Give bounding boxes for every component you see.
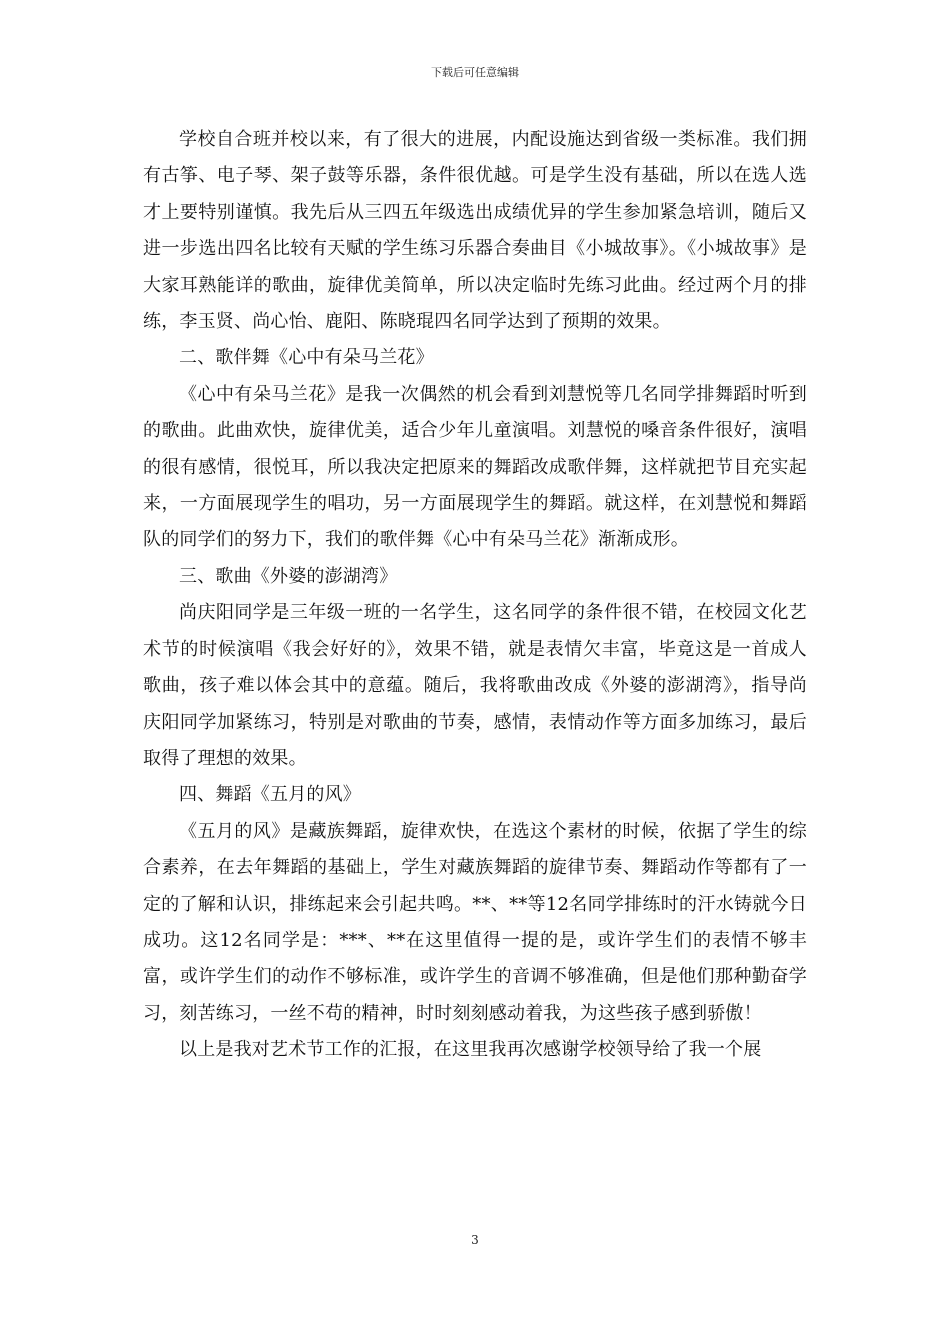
paragraph-section-3: 尚庆阳同学是三年级一班的一名学生，这名同学的条件很不错，在校园文化艺术节的时候演唱《我会好好的》，效果不错，就是表情欠丰富，毕竟这是一首成人歌曲，孩子难以体会其中的意蕴。随后，我将歌曲改成《外婆的澎湖湾》，指导尚庆阳同学加紧练习，特别是对歌曲的节奏，感情，表情动作等方面多加练习，最后取得了理想的效果。 — [143, 602, 807, 769]
paragraph-intro: 学校自合班并校以来，有了很大的进展，内配设施达到省级一类标准。我们拥有古筝、电子琴、架子鼓等乐器，条件很优越。可是学生没有基础，所以在选人选才上要特别谨慎。我先后从三四五年级选出成绩优异的学生参加紧急培训，随后又进一步选出四名比较有天赋的学生练习乐器合奏曲目《小城故事》。《小城故事》是大家耳熟能详的歌曲，旋律优美简单，所以决定临时先练习此曲。经过两个月的排练，李玉贤、尚心怡、鹿阳、陈晓琨四名同学达到了预期的效果。 — [143, 129, 807, 333]
page-number: 3 — [471, 1233, 479, 1247]
paragraph-section-2: 《心中有朵马兰花》是我一次偶然的机会看到刘慧悦等几名同学排舞蹈时听到的歌曲。此曲欢快，旋律优美，适合少年儿童演唱。刘慧悦的嗓音条件很好，演唱的很有感情，很悦耳，所以我决定把原来的舞蹈改成歌伴舞，这样就把节目充实起来，一方面展现学生的唱功，另一方面展现学生的舞蹈。就这样，在刘慧悦和舞蹈队的同学们的努力下，我们的歌伴舞《心中有朵马兰花》渐渐成形。 — [143, 383, 807, 551]
section-heading-3: 三、歌曲《外婆的澎湖湾》 — [179, 565, 398, 587]
section-heading-2: 二、歌伴舞《心中有朵马兰花》 — [179, 347, 434, 369]
page-header: 下载后可任意编辑 — [431, 66, 519, 79]
paragraph-section-4: 《五月的风》是藏族舞蹈，旋律欢快，在选这个素材的时候，依据了学生的综合素养，在去年舞蹈的基础上，学生对藏族舞蹈的旋律节奏、舞蹈动作等都有了一定的了解和认识，排练起来会引起共鸣。**、**等12名同学排练时的汗水铸就今日成功。这12名同学是：***、**在这里值得一提的是，或许学生们的表情不够丰富，或许学生们的动作不够标准，或许学生的音调不够准确，但是他们那种勤奋学习，刻苦练习，一丝不苟的精神，时时刻刻感动着我，为这些孩子感到骄傲！ — [143, 820, 807, 1024]
paragraph-closing: 以上是我对艺术节工作的汇报，在这里我再次感谢学校领导给了我一个展 — [179, 1039, 762, 1061]
document-body — [143, 122, 807, 1069]
section-heading-4: 四、舞蹈《五月的风》 — [179, 784, 361, 806]
